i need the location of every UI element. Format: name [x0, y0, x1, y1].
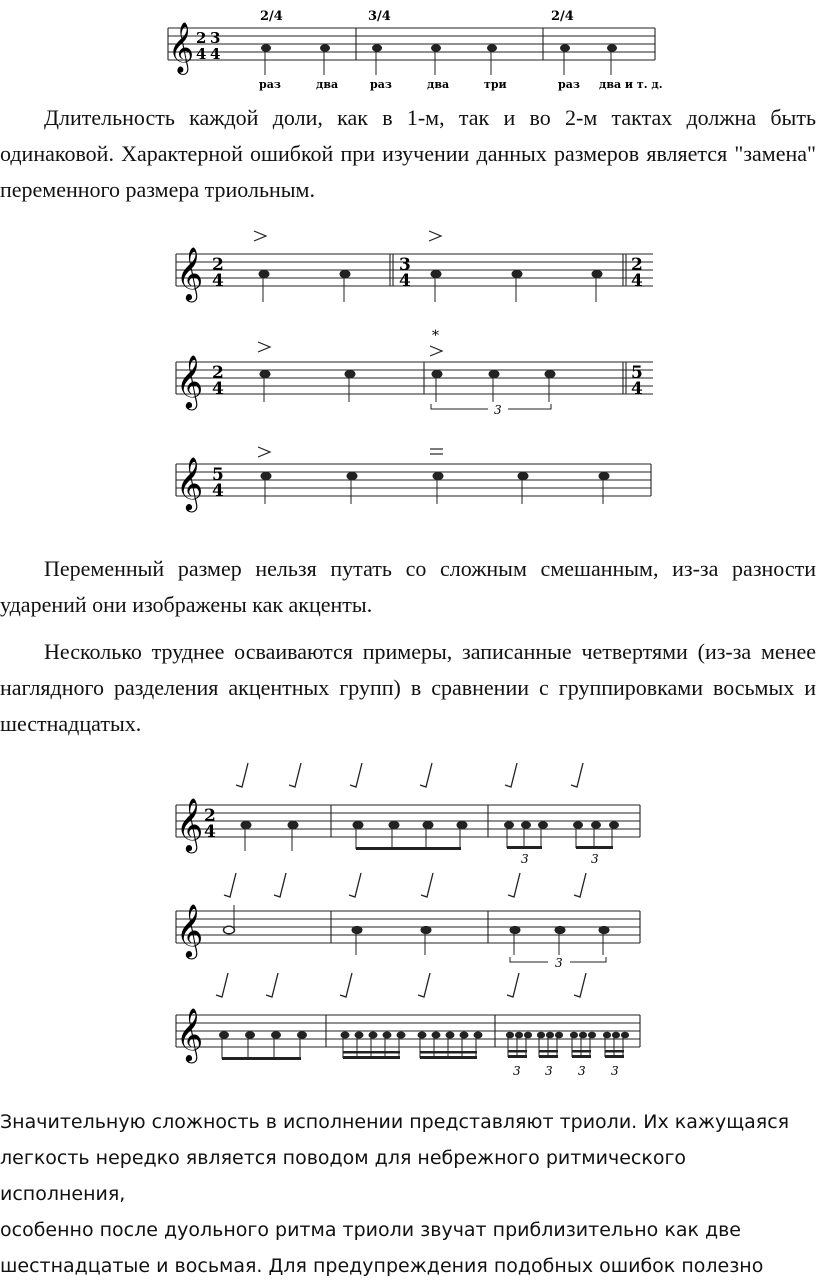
treble-clef-icon: 𝄞	[176, 797, 204, 851]
svg-text:2: 2	[631, 255, 643, 275]
triplet-label: 3	[591, 852, 599, 866]
paragraph-4	[0, 1104, 816, 1284]
paragraph-2: Переменный размер нельзя путать со сложным смешанным, из-за разности ударений они изображены как акценты.	[0, 556, 816, 617]
triplet-label: 3	[578, 1064, 586, 1078]
paragraph-4-line: особенно после дуольного ритма триоли звучат приблизительно как две	[0, 1219, 741, 1241]
paragraph-4-line: шестнадцатые и восьмая. Для предупреждения подобных ошибок полезно	[0, 1255, 764, 1277]
music-example-2	[0, 222, 816, 522]
meter-label: 2/4	[260, 9, 283, 24]
paragraph-4-line: Значительную сложность в исполнении представляют триоли. Их кажущаяся	[0, 1111, 790, 1133]
treble-clef-icon: 𝄞	[176, 456, 204, 510]
treble-clef-icon: 𝄞	[176, 354, 204, 408]
svg-text:4: 4	[212, 271, 224, 291]
svg-text:2: 2	[196, 29, 207, 47]
paragraph-3: Несколько труднее осваиваются примеры, записанные четвертями (из-за менее наглядного разделения акцентных групп) в сравнении с группировками восьмых и шестнадцатых.	[0, 639, 816, 736]
treble-clef-icon: 𝄞	[176, 246, 204, 300]
svg-text:4: 4	[212, 379, 224, 399]
svg-text:3: 3	[210, 29, 221, 47]
triplet-label: 3	[513, 1064, 521, 1078]
svg-text:2: 2	[212, 363, 224, 383]
syllable: раз	[558, 78, 580, 91]
meter-label: 2/4	[551, 9, 574, 24]
svg-text:2: 2	[204, 806, 216, 826]
treble-clef-icon: 𝄞	[176, 903, 204, 957]
syllable: три	[484, 78, 507, 91]
svg-text:2: 2	[212, 255, 224, 275]
star-mark: *	[432, 328, 439, 344]
syllable: два и т. д.	[599, 78, 663, 91]
triplet-label: 3	[521, 852, 529, 866]
svg-text:4: 4	[212, 481, 224, 501]
svg-text:5: 5	[631, 363, 643, 383]
syllable: два	[316, 78, 339, 91]
svg-text:4: 4	[210, 45, 221, 63]
svg-text:4: 4	[399, 271, 411, 291]
svg-text:4: 4	[631, 271, 643, 291]
svg-text:4: 4	[631, 379, 643, 399]
svg-text:3: 3	[399, 255, 411, 275]
syllable: раз	[370, 78, 392, 91]
treble-clef-icon: 𝄞	[168, 22, 195, 73]
music-example-3	[0, 755, 816, 1085]
triplet-label: 3	[545, 1064, 553, 1078]
syllable: раз	[259, 78, 281, 91]
paragraph-4-line: легкость нередко является поводом для небрежного ритмического исполнения,	[0, 1147, 687, 1205]
svg-text:5: 5	[212, 465, 224, 485]
syllable: два	[427, 78, 450, 91]
svg-text:4: 4	[196, 45, 207, 63]
triplet-label: 3	[494, 403, 502, 417]
treble-clef-icon: 𝄞	[176, 1007, 204, 1061]
meter-label: 3/4	[368, 9, 391, 24]
music-example-1	[0, 0, 816, 95]
triplet-label: 3	[611, 1064, 619, 1078]
paragraph-1: Длительность каждой доли, как в 1-м, так и во 2-м тактах должна быть одинаковой. Характерной ошибкой при изучении данных размеров является "замена" переменного размера триольным.	[0, 105, 816, 202]
svg-text:4: 4	[204, 822, 216, 842]
triplet-label: 3	[555, 956, 563, 970]
